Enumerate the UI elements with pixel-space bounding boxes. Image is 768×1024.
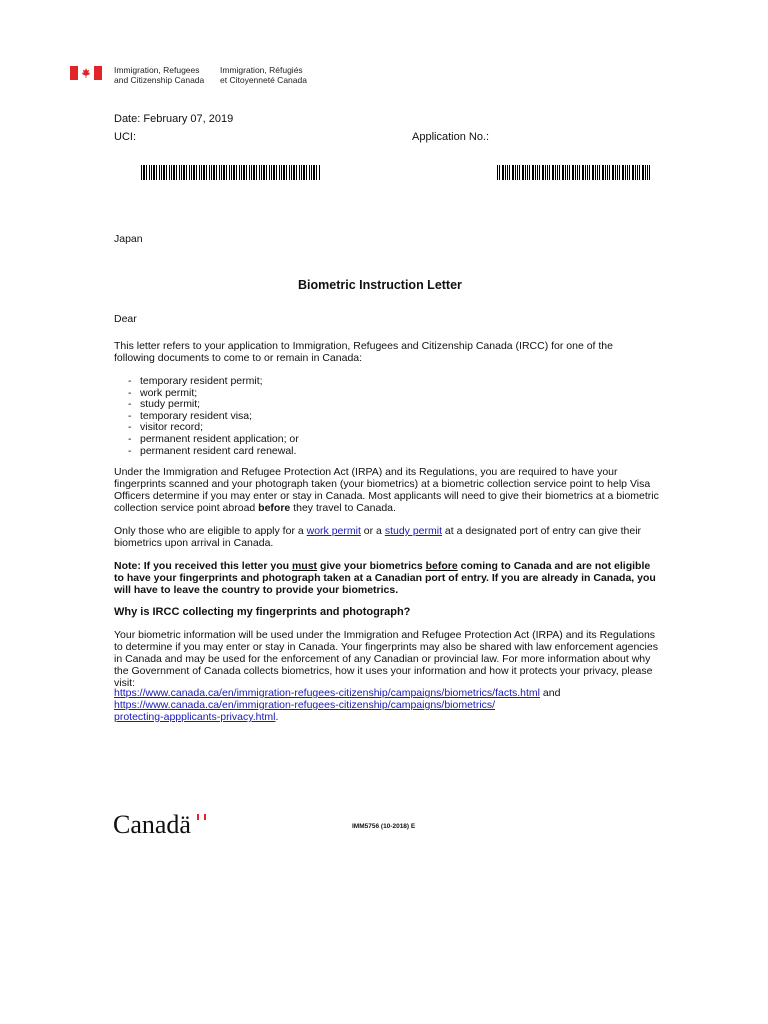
before-emphasis: before	[258, 502, 291, 514]
uci-barcode	[141, 165, 321, 180]
port-of-entry-paragraph: Only those who are eligible to apply for a work permit or a study permit at a designated port of entry can give their biometrics upon arrival in Canada.	[114, 525, 642, 549]
why-heading: Why is IRCC collecting my fingerprints and photograph?	[114, 606, 411, 618]
privacy-link[interactable]: https://www.canada.ca/en/immigration-refugees-citizenship/campaigns/biometrics/ protecting-appplicants-privacy.html.	[114, 699, 674, 723]
list-item: - temporary resident visa;	[126, 411, 426, 423]
form-code: IMM5756 (10-2018) E	[352, 823, 416, 830]
privacy-link-line-1[interactable]: https://www.canada.ca/en/immigration-refugees-citizenship/campaigns/biometrics/	[114, 699, 496, 711]
why-paragraph: Your biometric information will be used under the Immigration and Refugee Protection Act (IRPA) and its Regulations to determine if you may enter or stay in Canada. Your fingerprints may also be shared with law enforcement agencies in Canada and may be used for the enforcement of any Canadian or provincial law. For more information about why the Government of Canada collects biometrics, how it uses your information and how it protects your privacy, please visit:	[114, 629, 658, 689]
irpa-paragraph: Under the Immigration and Refugee Protection Act (IRPA) and its Regulations, you are required to have your fingerprints scanned and your photograph taken (your biometrics) at a biometric collection service point to help Visa Officers determine if you may enter or stay in Canada. Most applicants will need to give their biometrics at a biometric collection service point abroad before they travel to Canada.	[114, 466, 659, 514]
study-permit-link[interactable]: study permit	[384, 525, 442, 537]
note-paragraph: Note: If you received this letter you must give your biometrics before coming to Canada and are not eligible to have your fingerprints and photograph taken at a Canadian port of entry. If you are already in Canada, you will have to leave the country to provide your biometrics.	[114, 560, 656, 596]
department-name-french: Immigration, Réfugiés et Citoyenneté Canada	[220, 65, 307, 85]
intro-paragraph: This letter refers to your application to Immigration, Refugees and Citizenship Canada (IRCC) for one of the following documents to come to or remain in Canada:	[114, 340, 613, 364]
list-item: - visitor record;	[126, 422, 426, 434]
list-item: - study permit;	[126, 399, 426, 411]
list-item: - work permit;	[126, 388, 426, 400]
date-value: February 07, 2019	[143, 113, 234, 125]
date-line	[114, 113, 233, 125]
must-emphasis: must	[291, 560, 318, 572]
salutation: Dear	[114, 313, 137, 325]
before-emphasis-note: before	[425, 560, 458, 572]
letter-title: Biometric Instruction Letter	[298, 278, 462, 292]
biometrics-facts-link[interactable]: https://www.canada.ca/en/immigration-refugees-citizenship/campaigns/biometrics/facts.html	[114, 687, 541, 699]
canada-flag-icon	[70, 66, 102, 80]
privacy-link-line-2[interactable]: protecting-appplicants-privacy.html	[114, 711, 276, 723]
application-number-label: Application No.:	[412, 131, 490, 143]
uci-label: UCI:	[114, 131, 136, 143]
canada-wordmark: Canadä	[113, 810, 191, 840]
date-label: Date:	[114, 113, 141, 125]
document-list	[126, 376, 426, 457]
recipient-country: Japan	[114, 233, 143, 245]
department-name-english: Immigration, Refugees and Citizenship Canada	[114, 65, 205, 85]
application-barcode	[497, 165, 652, 180]
wordmark-flag-icon	[197, 814, 206, 820]
list-item: - temporary resident permit;	[126, 376, 426, 388]
facts-link-line: https://www.canada.ca/en/immigration-refugees-citizenship/campaigns/biometrics/facts.html and	[114, 687, 561, 699]
list-item: - permanent resident application; or	[126, 434, 426, 446]
list-item: - permanent resident card renewal.	[126, 446, 426, 458]
work-permit-link[interactable]: work permit	[306, 525, 361, 537]
